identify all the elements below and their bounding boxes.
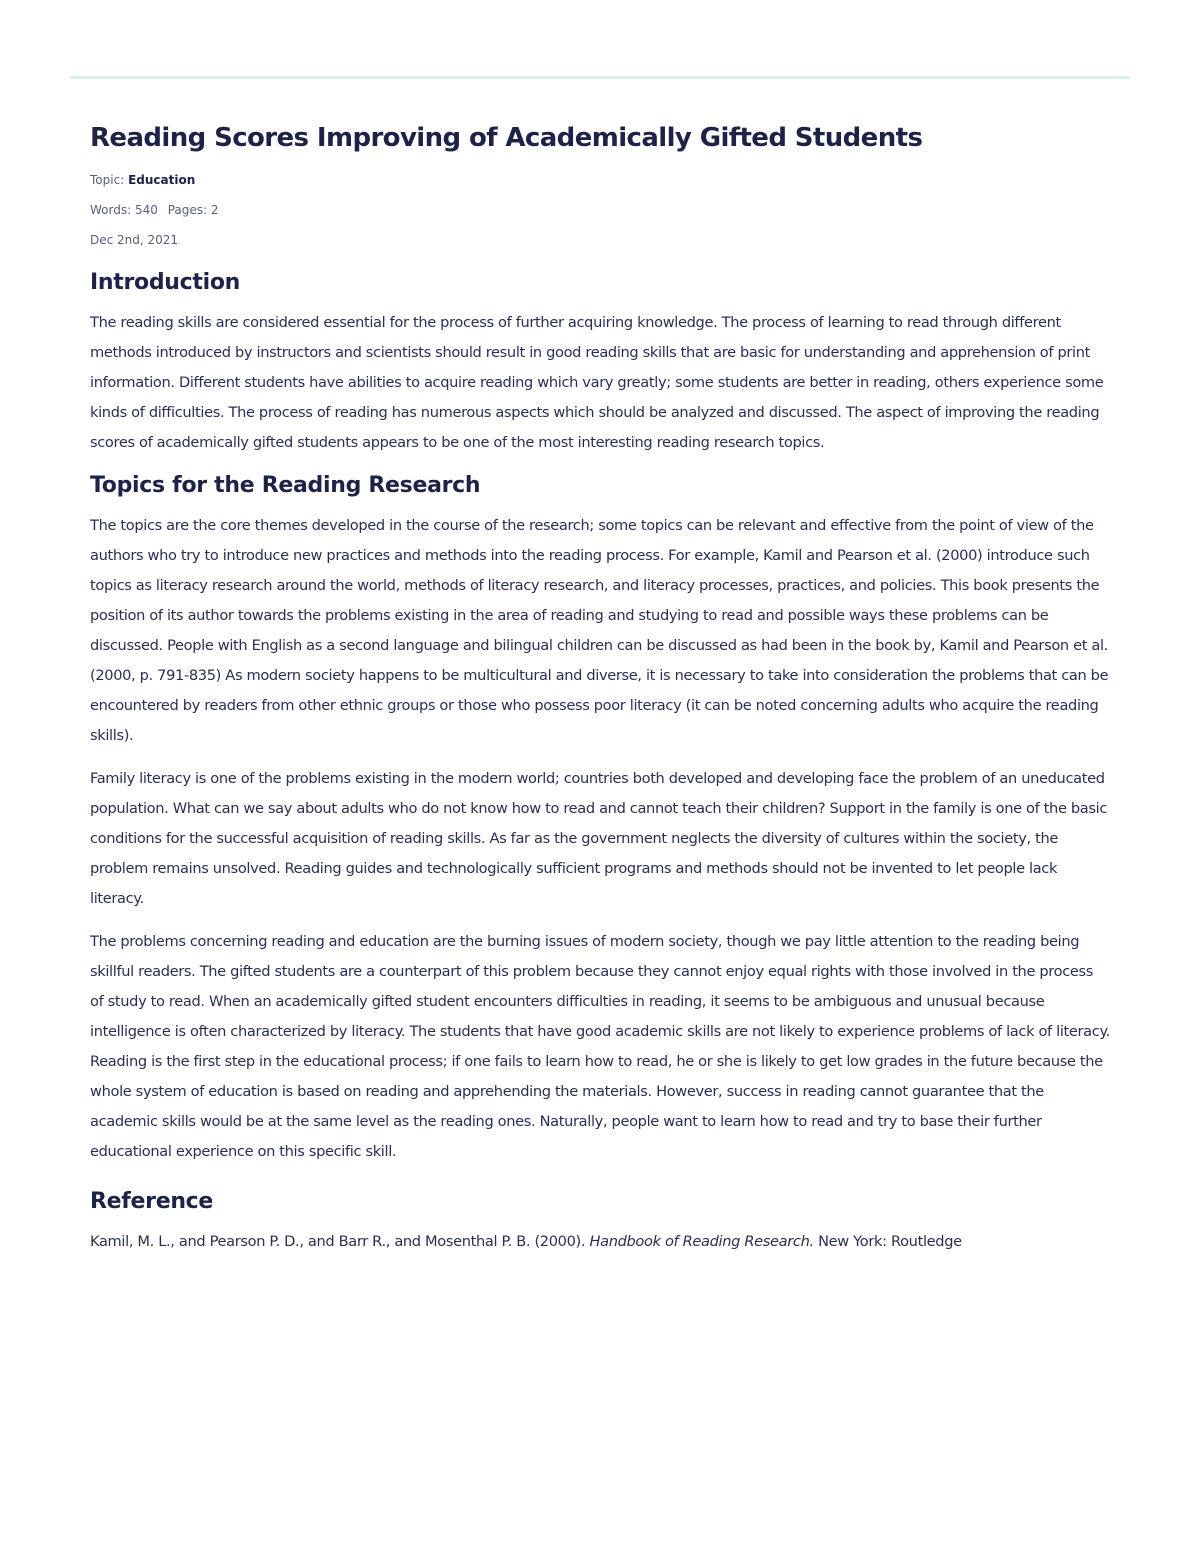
document-page (90, 118, 1110, 1257)
paragraph: The reading skills are considered essential for the process of further acquiring knowledge. The process of learning to read through different methods introduced by instructors and scientists should result in good reading skills that are basic for understanding and apprehension of print information. Different students have abilities to acquire reading which vary greatly; some students are better in reading, others experience some kinds of difficulties. The process of reading has numerous aspects which should be analyzed and discussed. The aspect of improving the reading scores of academically gifted students appears to be one of the most interesting reading research topics. (90, 314, 1104, 451)
meta-topic (90, 172, 1110, 188)
top-divider (70, 76, 1130, 79)
section-introduction (90, 268, 1110, 458)
section-reference (90, 1187, 1110, 1257)
paragraph: The topics are the core themes developed in the course of the research; some topics can be relevant and effective from the point of view of the authors who try to introduce new practices and methods into the reading process. For example, Kamil and Pearson et al. (2000) introduce such topics as literacy research around the world, methods of literacy research, and literacy processes, practices, and policies. This book presents the position of its author towards the problems existing in the area of reading and studying to read and possible ways these problems can be discussed. People with English as a second language and bilingual children can be discussed as had been in the book by, Kamil and Pearson et al. (2000, p. 791-835) As modern society happens to be multicultural and diverse, it is necessary to take into consideration the problems that can be encountered by readers from other ethnic groups or those who possess poor literacy (it can be noted concerning adults who acquire the reading skills). (90, 517, 1109, 744)
pages-value: 2 (210, 203, 219, 217)
topic-value: Education (128, 173, 196, 187)
words-label: Words: (90, 203, 132, 217)
section-heading: Topics for the Reading Research (90, 473, 481, 498)
paragraph: The problems concerning reading and education are the burning issues of modern society, though we pay little attention to the reading being skillful readers. The gifted students are a counterpart of this problem because they cannot enjoy equal rights with those involved in the process of study to read. When an academically gifted student encounters difficulties in reading, it seems to be ambiguous and unusual because intelligence is often characterized by literacy. The students that have good academic skills are not likely to experience problems of lack of literacy. Reading is the first step in the educational process; if one fails to learn how to read, he or she is likely to get low grades in the future because the whole system of education is based on reading and apprehending the materials. However, success in reading cannot guarantee that the academic skills would be at the same level as the reading ones. Naturally, people want to learn how to read and try to base their further educational experience on this specific skill. (90, 933, 1110, 1160)
reference-publisher: New York: Routledge (818, 1233, 962, 1250)
words-value: 540 (134, 203, 158, 217)
pages-label: Pages: (167, 203, 208, 217)
meta-stats (90, 202, 1110, 218)
reference-title: Handbook of Reading Research. (589, 1233, 814, 1250)
reference-entry (90, 1227, 1110, 1257)
section-heading: Introduction (90, 270, 241, 295)
document-title: Reading Scores Improving of Academically Gifted Students (90, 123, 923, 153)
meta-date: Dec 2nd, 2021 (90, 233, 179, 247)
paragraph: Family literacy is one of the problems existing in the modern world; countries both developed and developing face the problem of an uneducated population. What can we say about adults who do not know how to read and cannot teach their children? Support in the family is one of the basic conditions for the successful acquisition of reading skills. As far as the government neglects the diversity of cultures within the society, the problem remains unsolved. Reading guides and technologically sufficient programs and methods should not be invented to let people lack literacy. (90, 770, 1107, 907)
section-topics (90, 471, 1110, 1167)
section-heading: Reference (90, 1189, 214, 1214)
topic-label: Topic: (90, 173, 125, 187)
reference-authors: Kamil, M. L., and Pearson P. D., and Barr R., and Mosenthal P. B. (2000). (90, 1233, 586, 1250)
